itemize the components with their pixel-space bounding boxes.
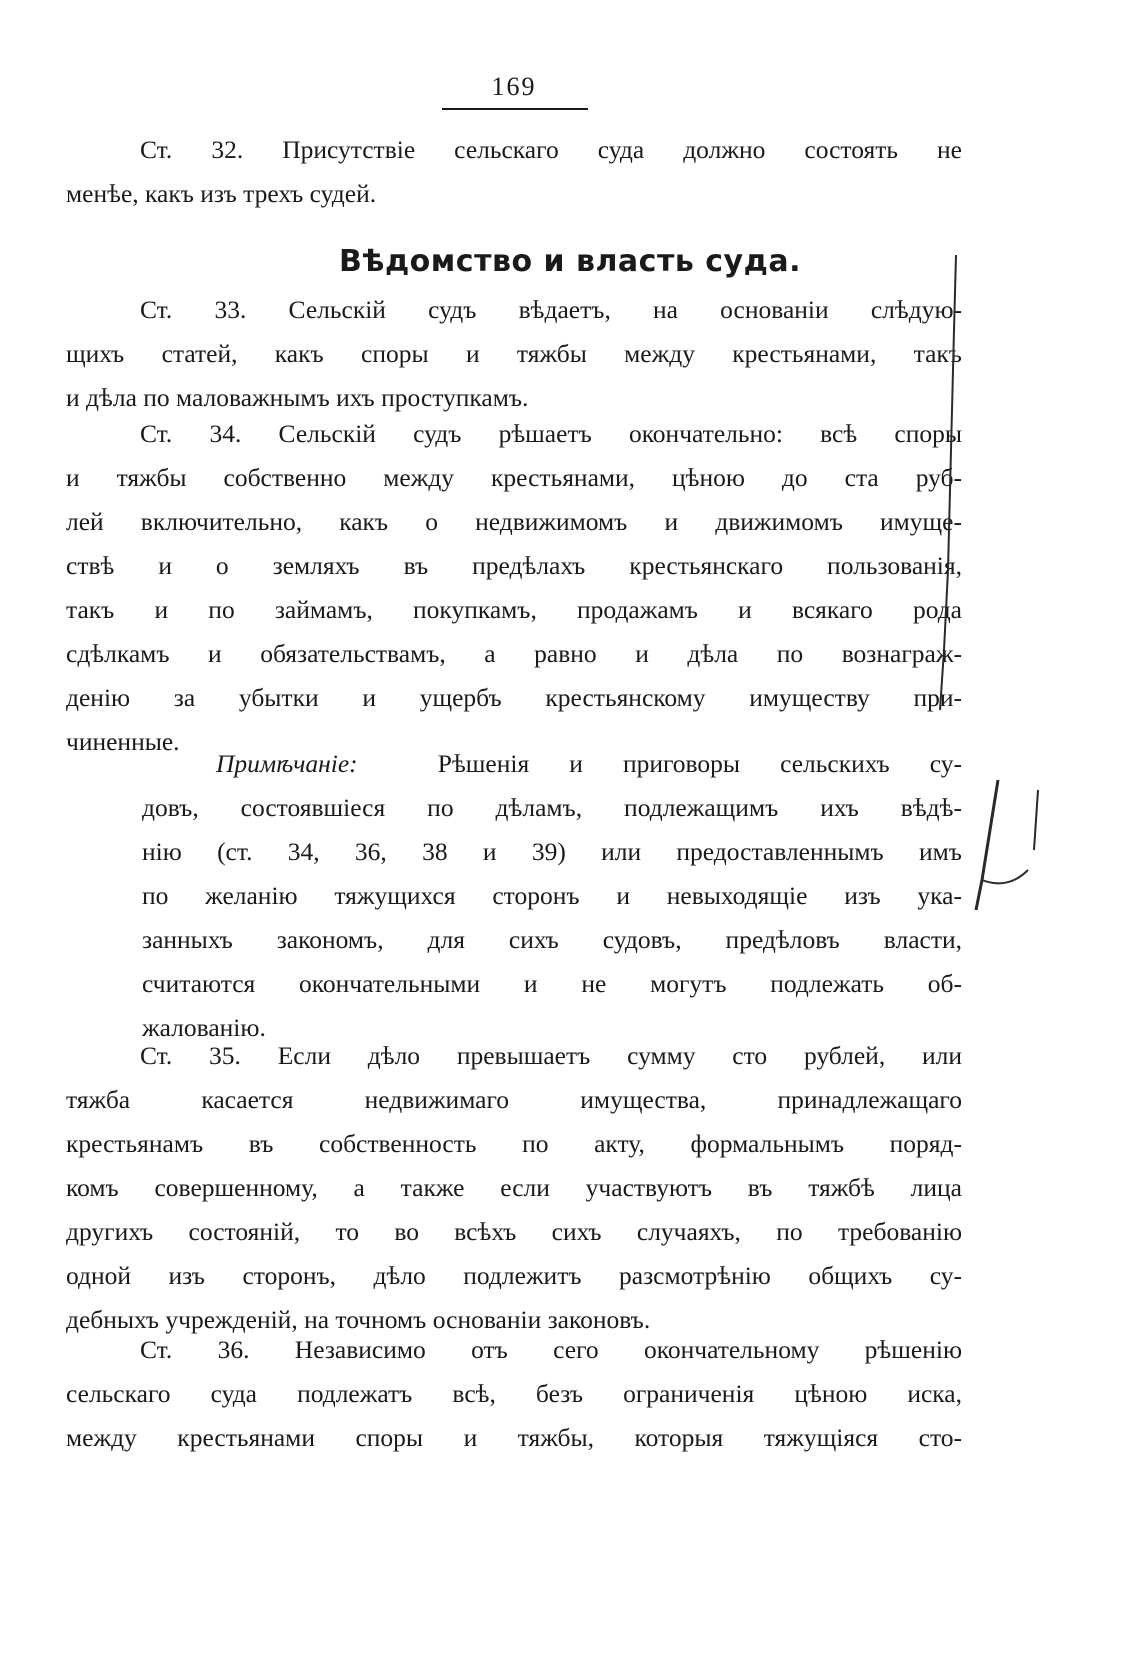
article-33-line: Ст. 33. Сельскій судъ вѣдаетъ, на основаніи слѣдую-: [140, 295, 962, 324]
article-36: [66, 1328, 962, 1460]
article-35: [66, 1034, 962, 1342]
note-line: довъ, состоявшіеся по дѣламъ, подлежащимъ ихъ вѣдѣ-: [142, 793, 962, 822]
article-35-line: другихъ состояній, то во всѣхъ сихъ случаяхъ, по требованію: [66, 1217, 962, 1246]
article-34-line: такъ и по займамъ, покупкамъ, продажамъ и всякаго рода: [66, 595, 962, 624]
note-line: занныхъ закономъ, для сихъ судовъ, предѣловъ власти,: [142, 925, 962, 954]
article-36-line: между крестьянами споры и тяжбы, которыя тяжущіяся сто-: [66, 1423, 962, 1452]
article-34-line: денію за убытки и ущербъ крестьянскому имуществу при-: [66, 683, 962, 712]
note-first-line: [142, 742, 962, 786]
note-line: по желанію тяжущихся сторонъ и невыходящіе изъ ука-: [142, 881, 962, 910]
article-34-line: чиненные.: [66, 727, 180, 756]
article-33-line: щихъ статей, какъ споры и тяжбы между крестьянами, такъ: [66, 339, 962, 368]
article-34-line: сдѣлкамъ и обязательствамъ, а равно и дѣла по вознаграж-: [66, 639, 962, 668]
note-line: нію (ст. 34, 36, 38 и 39) или предоставленнымъ имъ: [142, 837, 962, 866]
article-34-line: Ст. 34. Сельскій судъ рѣшаетъ окончательно: всѣ споры: [140, 419, 962, 448]
article-34-line: лей включительно, какъ о недвижимомъ и движимомъ имуще-: [66, 507, 962, 536]
note-line: жалованію.: [142, 1013, 266, 1042]
margin-line-mark: [930, 250, 970, 720]
article-35-line: дебныхъ учрежденій, на точномъ основаніи законовъ.: [66, 1305, 651, 1334]
article-36-line: Ст. 36. Независимо отъ сего окончательному рѣшенію: [140, 1335, 962, 1364]
section-heading: Вѣдомство и власть суда.: [339, 244, 801, 279]
note-line: считаются окончательными и не могутъ подлежать об-: [142, 969, 962, 998]
note-first-line-text: Рѣшенія и приговоры сельскихъ су-: [437, 749, 962, 778]
article-34: [66, 412, 962, 764]
page-number: 169: [491, 72, 537, 101]
article-32: [66, 128, 962, 216]
article-35-line: одной изъ сторонъ, дѣло подлежитъ разсмотрѣнію общихъ су-: [66, 1261, 962, 1290]
article-34-line: ствѣ и о земляхъ въ предѣлахъ крестьянскаго пользованія,: [66, 551, 962, 580]
note-block: [142, 742, 962, 1050]
article-32-line: менѣе, какъ изъ трехъ судей.: [66, 179, 377, 208]
article-33: [66, 288, 962, 420]
article-33-line: и дѣла по маловажнымъ ихъ проступкамъ.: [66, 383, 529, 412]
article-32-line: Ст. 32. Присутствіе сельскаго суда должно состоять не: [140, 135, 962, 164]
article-35-line: комъ совершенному, а также если участвуютъ въ тяжбѣ лица: [66, 1173, 962, 1202]
article-35-line: Ст. 35. Если дѣло превышаетъ сумму сто рублей, или: [140, 1041, 962, 1070]
article-36-line: сельскаго суда подлежатъ всѣ, безъ ограниченія цѣною иска,: [66, 1379, 962, 1408]
article-35-line: тяжба касается недвижимаго имущества, принадлежащаго: [66, 1085, 962, 1114]
page-number-rule: [442, 108, 588, 110]
article-35-line: крестьянамъ въ собственность по акту, формальнымъ поряд-: [66, 1129, 962, 1158]
margin-handwriting-mark: [968, 770, 1058, 920]
article-34-line: и тяжбы собственно между крестьянами, цѣною до ста руб-: [66, 463, 962, 492]
note-label: Примѣчаніе:: [216, 749, 358, 778]
